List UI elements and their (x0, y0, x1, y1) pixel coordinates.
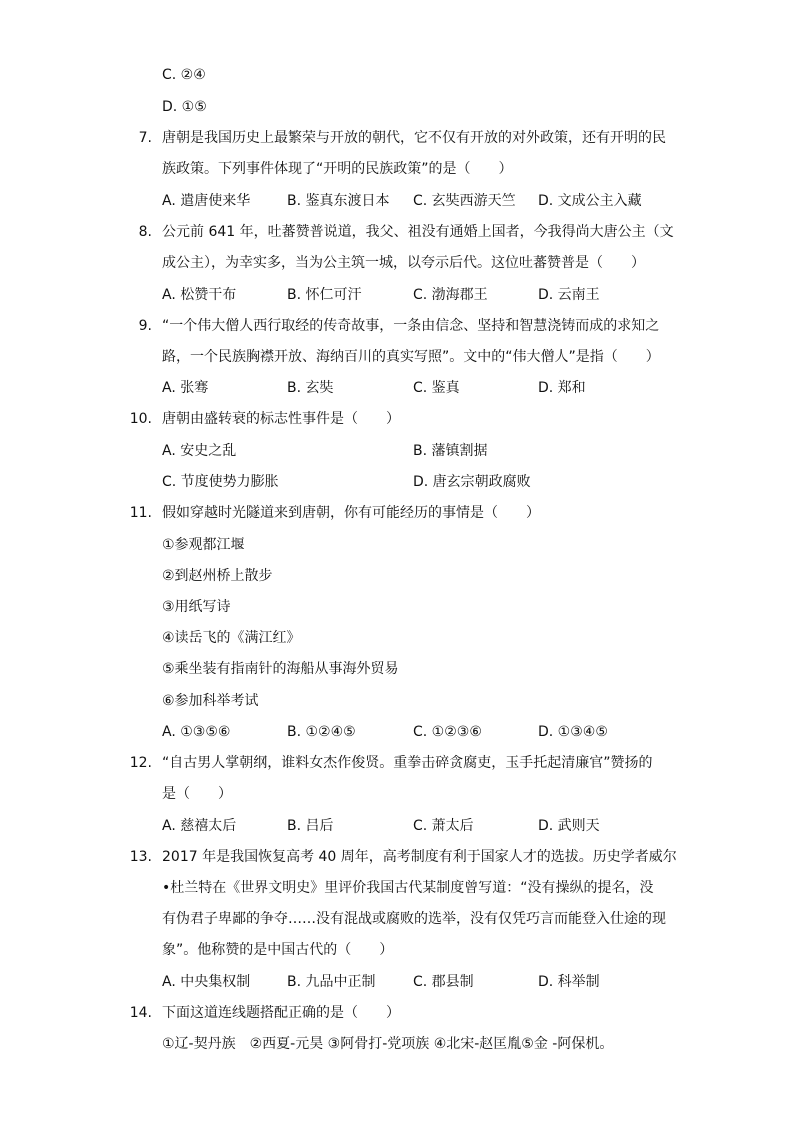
option-b: B. 怀仁可汗 (287, 287, 362, 303)
question-stem: 是（ ） (162, 786, 232, 802)
option-d: D. ①⑤ (162, 99, 207, 115)
list-item: ②到赵州桥上散步 (162, 568, 273, 584)
option-c: C. 玄奘西游天竺 (413, 193, 516, 209)
option-b: B. 藩镇割据 (413, 443, 488, 459)
question-number: 12. (129, 755, 152, 771)
question-number: 14. (129, 1005, 152, 1021)
option-a: A. 慈禧太后 (162, 818, 237, 834)
option-c: C. 节度使势力膨胀 (162, 474, 279, 490)
question-stem: 公元前 641 年，吐蕃赞普说道，我父、祖没有通婚上国者，今我得尚大唐公主（文 (162, 224, 674, 240)
option-a: A. 安史之乱 (162, 443, 237, 459)
option-b: B. 九品中正制 (287, 974, 376, 990)
question-number: 13. (129, 849, 152, 865)
list-item: ①参观都江堰 (162, 537, 245, 553)
option-d: D. 唐玄宗朝政腐败 (413, 474, 531, 490)
question-stem: “自古男人掌朝纲，谁料女杰作俊贤。重拳击碎贪腐吏，玉手托起清廉官”赞扬的 (162, 755, 653, 771)
question-stem: 路，一个民族胸襟开放、海纳百川的真实写照”。文中的“伟大僧人”是指（ ） (162, 349, 660, 365)
question-stem: 族政策。下列事件体现了“开明的民族政策”的是（ ） (162, 161, 513, 177)
question-number: 11. (129, 505, 152, 521)
option-d: D. 郑和 (538, 380, 586, 396)
question-stem: 唐朝由盛转衰的标志性事件是（ ） (162, 411, 400, 427)
option-b: B. 鉴真东渡日本 (287, 193, 390, 209)
option-b: B. 吕后 (287, 818, 334, 834)
question-stem: 2017 年是我国恢复高考 40 周年，高考制度有利于国家人才的选拔。历史学者威尔 (162, 849, 677, 865)
option-d: D. 云南王 (538, 287, 600, 303)
question-stem: •杜兰特在《世界文明史》里评价我国古代某制度曾写道：“没有操纵的提名，没 (162, 880, 654, 896)
list-item: ⑤乘坐装有指南针的海船从事海外贸易 (162, 661, 399, 677)
option-d: D. 文成公主入藏 (538, 193, 642, 209)
question-stem: 象”。他称赞的是中国古代的（ ） (162, 942, 394, 958)
option-c: C. 郡县制 (413, 974, 474, 990)
question-stem: 成公主），为幸实多，当为公主筑一城，以夸示后代。这位吐蕃赞普是（ ） (162, 255, 645, 271)
option-b: B. ①②④⑤ (287, 724, 356, 740)
option-a: A. 张骞 (162, 380, 209, 396)
option-a: A. 松赞干布 (162, 287, 237, 303)
question-number: 8. (138, 224, 152, 240)
option-c: C. ②④ (162, 67, 206, 83)
question-stem: 假如穿越时光隧道来到唐朝，你有可能经历的事情是（ ） (162, 505, 540, 521)
option-c: C. 萧太后 (413, 818, 474, 834)
question-stem: 下面这道连线题搭配正确的是（ ） (162, 1005, 400, 1021)
question-number: 10. (129, 411, 152, 427)
option-d: D. 科举制 (538, 974, 600, 990)
question-stem: ①辽-契丹族 ②西夏-元昊 ③阿骨打-党项族 ④北宋-赵匡胤⑤金 -阿保机。 (162, 1036, 614, 1052)
option-a: A. 遣唐使来华 (162, 193, 251, 209)
question-stem: “一个伟大僧人西行取经的传奇故事，一条由信念、坚持和智慧浇铸而成的求知之 (162, 318, 660, 334)
option-c: C. ①②③⑥ (413, 724, 482, 740)
list-item: ④读岳飞的《满江红》 (162, 630, 301, 646)
question-stem: 唐朝是我国历史上最繁荣与开放的朝代，它不仅有开放的对外政策，还有开明的民 (162, 130, 666, 146)
option-d: D. ①③④⑤ (538, 724, 608, 740)
option-c: C. 鉴真 (413, 380, 460, 396)
option-b: B. 玄奘 (287, 380, 334, 396)
question-stem: 有伪君子卑鄙的争夺……没有混战或腐败的选举，没有仅凭巧言而能登入仕途的现 (162, 911, 666, 927)
question-number: 9. (138, 318, 152, 334)
option-a: A. 中央集权制 (162, 974, 251, 990)
question-number: 7. (138, 130, 152, 146)
list-item: ③用纸写诗 (162, 599, 231, 615)
list-item: ⑥参加科举考试 (162, 693, 259, 709)
option-a: A. ①③⑤⑥ (162, 724, 231, 740)
option-d: D. 武则天 (538, 818, 600, 834)
option-c: C. 渤海郡王 (413, 287, 488, 303)
